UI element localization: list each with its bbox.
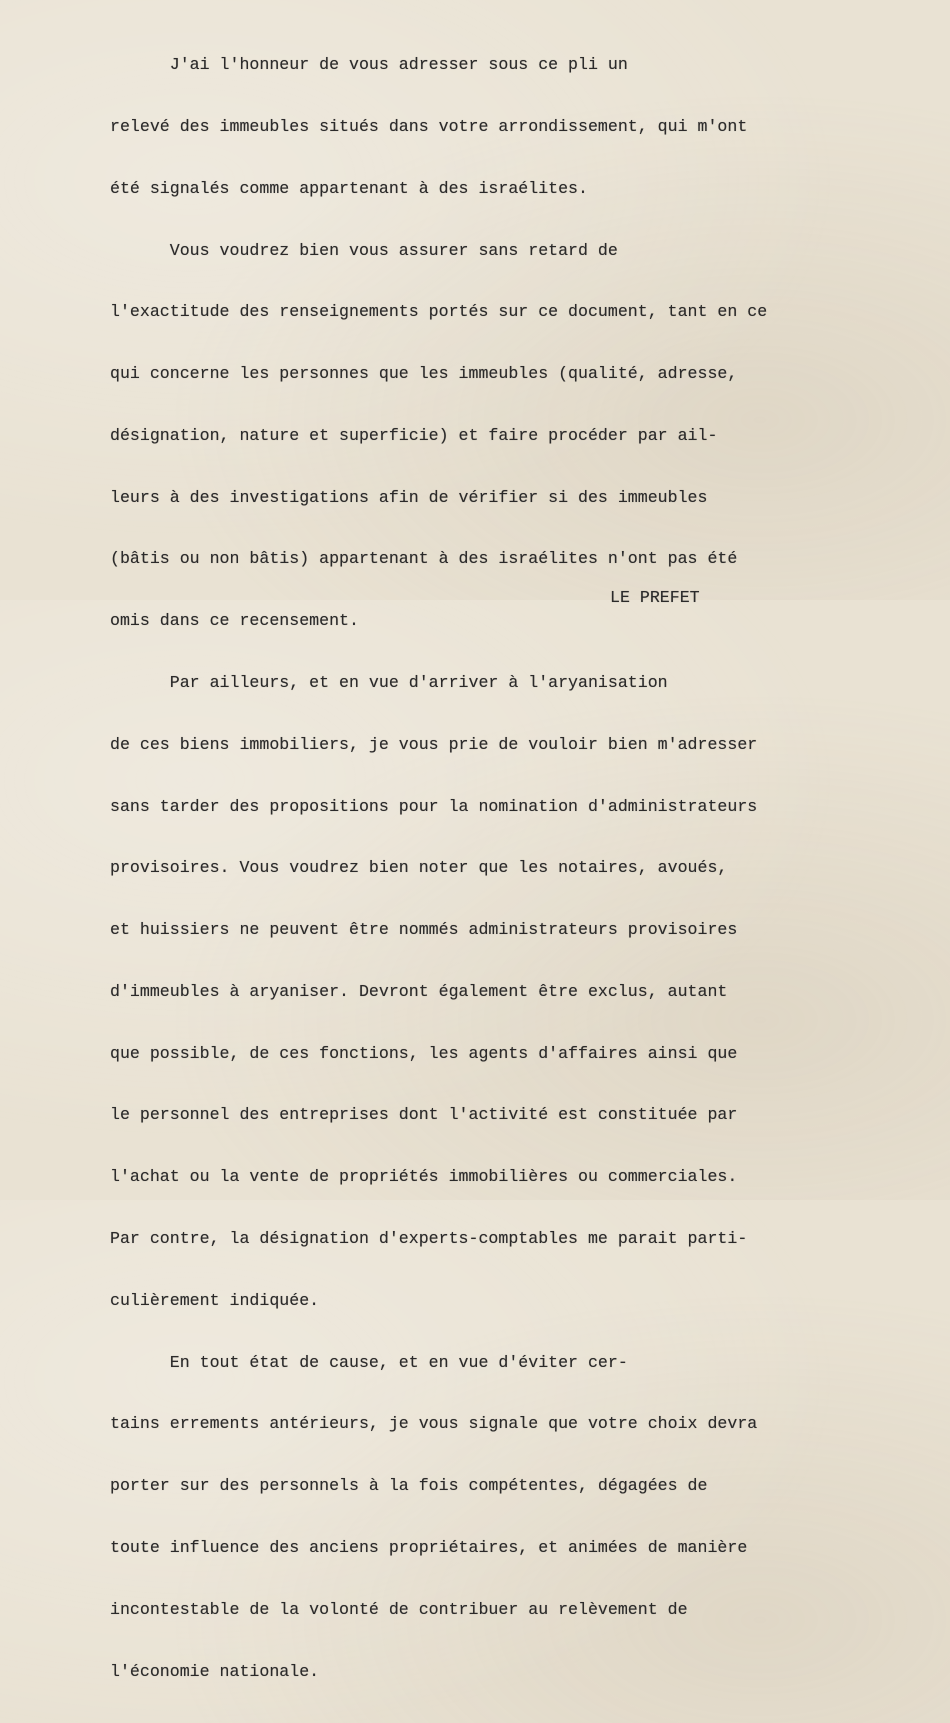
letter-line: qui concerne les personnes que les immeubles (qualité, adresse, bbox=[110, 364, 738, 384]
letter-line: l'économie nationale. bbox=[110, 1661, 320, 1681]
letter-line: incontestable de la volonté de contribuer au relèvement de bbox=[110, 1599, 688, 1619]
letter-line: l'exactitude des renseignements portés sur ce document, tant en ce bbox=[110, 302, 768, 322]
letter-line: été signalés comme appartenant à des israélites. bbox=[110, 178, 588, 198]
letter-line: Vous voudrez bien vous assurer sans retard de bbox=[110, 240, 618, 260]
letter-line: sans tarder des propositions pour la nomination d'administrateurs bbox=[110, 796, 758, 816]
letter-line: relevé des immeubles situés dans votre arrondissement, qui m'ont bbox=[110, 116, 748, 136]
letter-line: d'immeubles à aryaniser. Devront également être exclus, autant bbox=[110, 981, 728, 1001]
letter-line: En tout état de cause, et en vue d'éviter cer- bbox=[110, 1352, 628, 1372]
letter-line: toute influence des anciens propriétaires, et animées de manière bbox=[110, 1537, 748, 1557]
letter-line: désignation, nature et superficie) et faire procéder par ail- bbox=[110, 425, 718, 445]
letter-line: Par contre, la désignation d'experts-comptables me parait parti- bbox=[110, 1229, 748, 1249]
letter-line: provisoires. Vous voudrez bien noter que les notaires, avoués, bbox=[110, 858, 728, 878]
letter-line: l'achat ou la vente de propriétés immobilières ou commerciales. bbox=[110, 1167, 738, 1187]
letter-line: que possible, de ces fonctions, les agents d'affaires ainsi que bbox=[110, 1043, 738, 1063]
letter-line: Par ailleurs, et en vue d'arriver à l'aryanisation bbox=[110, 673, 668, 692]
letter-line: le personnel des entreprises dont l'activité est constituée par bbox=[110, 1105, 738, 1125]
letter-line: tains errements antérieurs, je vous signale que votre choix devra bbox=[110, 1414, 758, 1434]
letter-line: omis dans ce recensement. bbox=[110, 611, 359, 631]
letter-body bbox=[110, 14, 920, 1723]
signature-block: LE PREFET bbox=[610, 588, 700, 607]
letter-line: culièrement indiquée. bbox=[110, 1290, 320, 1310]
letter-line: et huissiers ne peuvent être nommés administrateurs provisoires bbox=[110, 920, 738, 940]
letter-line: J'ai l'honneur de vous adresser sous ce pli un bbox=[110, 55, 628, 75]
letter-line: de ces biens immobiliers, je vous prie de vouloir bien m'adresser bbox=[110, 734, 758, 754]
letter-line: (bâtis ou non bâtis) appartenant à des israélites n'ont pas été bbox=[110, 549, 738, 569]
letter-line: leurs à des investigations afin de vérifier si des immeubles bbox=[110, 487, 708, 507]
letter-line: porter sur des personnels à la fois compétentes, dégagées de bbox=[110, 1476, 708, 1496]
